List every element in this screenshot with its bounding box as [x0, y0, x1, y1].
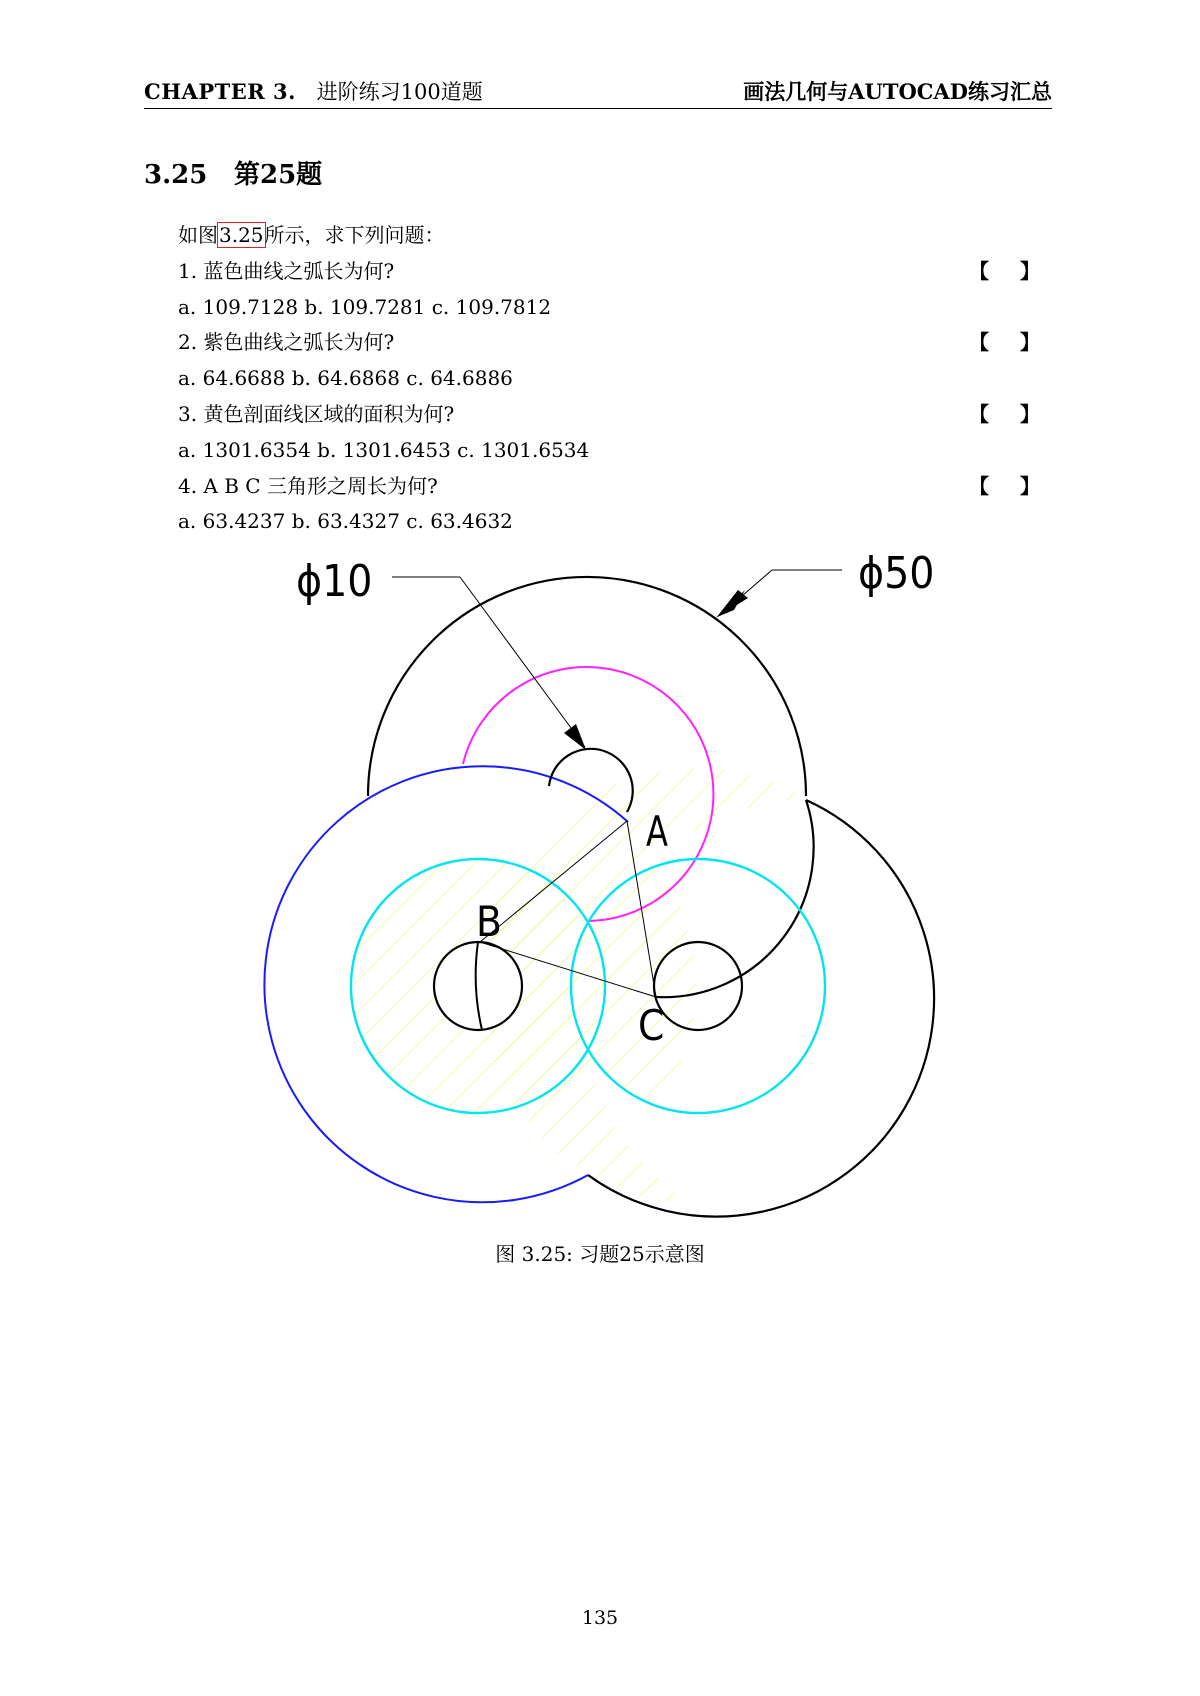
section-heading: [144, 154, 322, 191]
cad-drawing: [0, 540, 1200, 1220]
section-title: 第25题: [234, 160, 323, 190]
page-header: [144, 76, 1052, 109]
label-b: B: [476, 897, 502, 946]
dim-phi10: ϕ10: [296, 556, 373, 607]
leader-large-arrowhead: [716, 590, 748, 618]
leader-small-arrow: [564, 724, 586, 750]
book-title: 画法几何与AUTOCAD练习汇总: [743, 79, 1052, 104]
options-4: a. 63.4237 b. 63.4327 c. 63.4632: [178, 509, 513, 534]
question-block: [178, 218, 1052, 540]
answer-bracket: 【 】: [969, 330, 1052, 355]
label-c: C: [638, 1001, 665, 1050]
question-3: [178, 397, 1052, 433]
figure-caption: 图 3.25: 习题25示意图: [495, 1242, 705, 1266]
question-2: [178, 325, 1052, 361]
intro-line: [178, 218, 1052, 254]
figure-3-25: [0, 540, 1200, 1220]
section-number: 3.25: [144, 160, 208, 190]
dim-phi50: ϕ50: [858, 548, 935, 599]
question-text: 4. A B C 三角形之周长为何?: [178, 473, 438, 498]
page-number: 135: [581, 1607, 619, 1629]
question-1: [178, 254, 1052, 290]
options-3: a. 1301.6354 b. 1301.6453 c. 1301.6534: [178, 437, 590, 462]
intro-prefix: 如图: [178, 223, 218, 247]
label-a: A: [646, 808, 668, 857]
options-1: a. 109.7128 b. 109.7281 c. 109.7812: [178, 294, 552, 319]
answer-bracket: 【 】: [969, 258, 1052, 283]
question-4: [178, 469, 1052, 505]
question-text: 3. 黄色剖面线区域的面积为何?: [178, 401, 455, 426]
question-text: 2. 紫色曲线之弧长为何?: [178, 330, 395, 355]
chapter-title: 进阶练习100道题: [316, 80, 483, 104]
header-chapter: [144, 76, 483, 106]
black-arc-a: [368, 577, 806, 796]
intro-suffix: 所示，求下列问题：: [264, 223, 445, 247]
leader-small-slant: [460, 577, 585, 747]
chapter-label: CHAPTER 3.: [144, 79, 296, 104]
question-text: 1. 蓝色曲线之弧长为何?: [178, 258, 395, 283]
figure-ref-link[interactable]: 3.25: [219, 223, 264, 247]
answer-bracket: 【 】: [969, 401, 1052, 426]
answer-bracket: 【 】: [969, 473, 1052, 498]
options-2: a. 64.6688 b. 64.6868 c. 64.6886: [178, 366, 513, 391]
